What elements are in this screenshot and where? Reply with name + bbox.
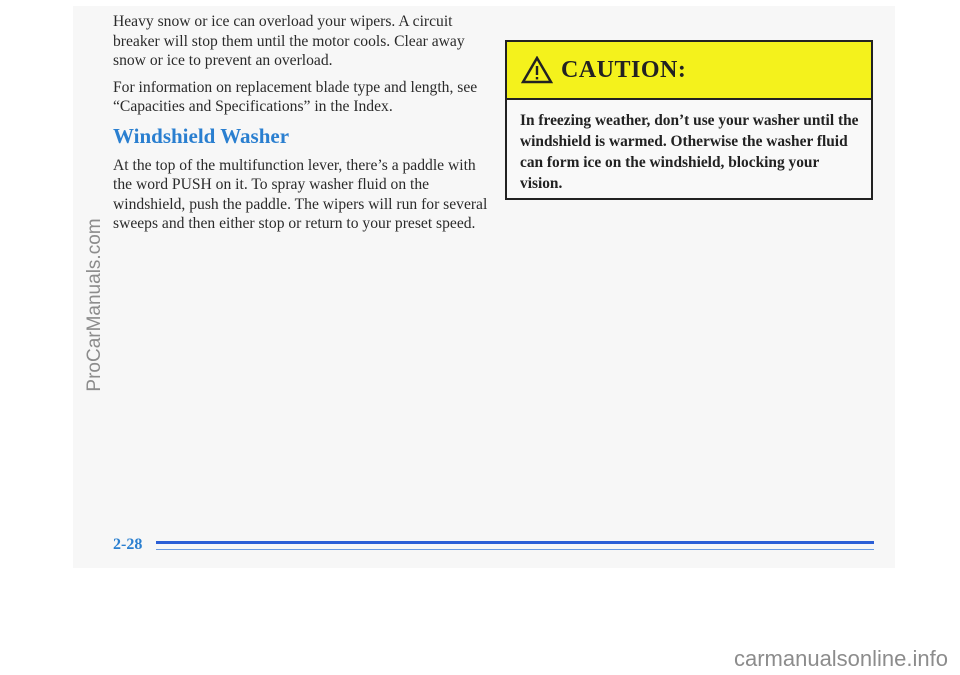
section-heading: Windshield Washer: [113, 123, 290, 148]
left-column: [113, 12, 493, 241]
caution-text: In freezing weather, don’t use your washer until the windshield is warmed. Otherwise the washer fluid can form ice on the windshield, blocking your vision.: [520, 112, 859, 192]
footer-rule-thin: [156, 549, 874, 550]
caution-box: [505, 40, 873, 200]
watermark-left: ProCarManuals.com: [84, 218, 105, 392]
caution-header: [507, 42, 871, 100]
footer-rule: [156, 541, 874, 544]
warning-triangle-icon: [521, 56, 553, 84]
watermark-bottom: carmanualsonline.info: [733, 646, 948, 671]
page-number: 2-28: [113, 536, 143, 553]
caution-title: CAUTION:: [561, 56, 687, 83]
paragraph-washer: At the top of the multifunction lever, there’s a paddle with the word PUSH on it. To spray washer fluid on the windshield, push the paddle. The wipers will run for several sweeps and then either stop or return to your preset speed.: [113, 156, 488, 232]
paragraph-wiper-overload: Heavy snow or ice can overload your wipers. A circuit breaker will stop them until the motor cools. Clear away snow or ice to prevent an overload.: [113, 13, 465, 69]
paragraph-blade-info: For information on replacement blade type and length, see “Capacities and Specifications” in the Index.: [113, 78, 478, 115]
